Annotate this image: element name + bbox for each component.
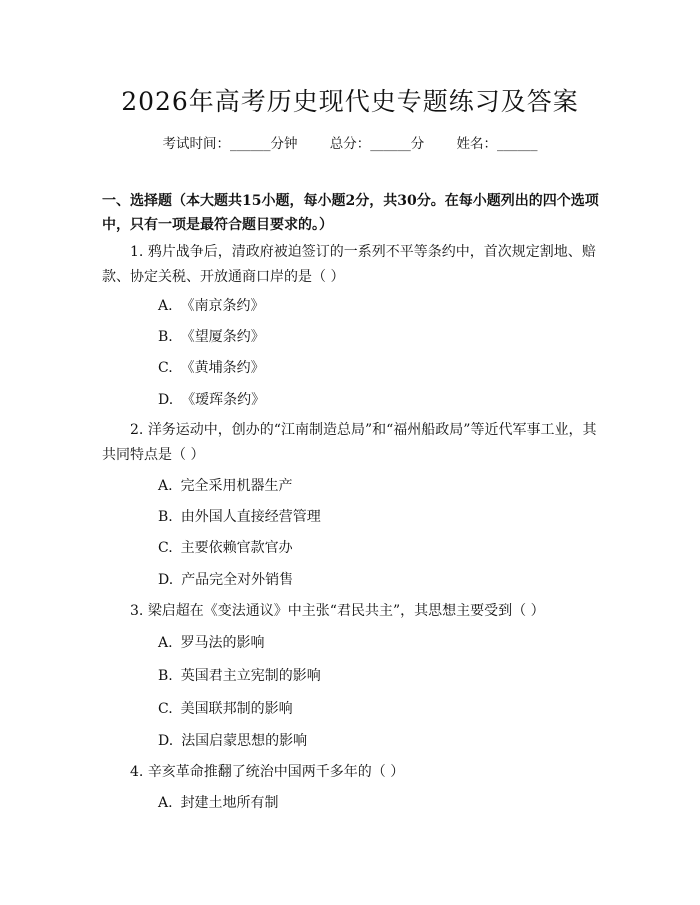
option-letter: B. <box>158 329 173 345</box>
option-letter: D. <box>158 733 174 749</box>
option-3c <box>158 699 293 719</box>
option-3b <box>158 666 321 686</box>
page-title: 2026年高考历史现代史专题练习及答案 <box>121 87 579 116</box>
question-number: 4. <box>130 764 144 780</box>
option-letter: A. <box>158 298 173 314</box>
question-number: 3. <box>130 603 144 619</box>
exam-score: 总分：______分 <box>329 136 425 152</box>
exam-time: 考试时间：______分钟 <box>162 136 298 152</box>
student-name: 姓名：______ <box>456 136 538 152</box>
option-letter: D. <box>158 392 174 408</box>
option-1d <box>158 390 265 410</box>
question-stem: 鸦片战争后，清政府被迫签订的一系列不平等条约中，首次规定割地、赔款、协定关税、开放通商口岸的是（ ） <box>102 244 596 285</box>
option-letter: C. <box>158 540 173 556</box>
question-stem: 洋务运动中，创办的“江南制造总局”和“福州船政局”等近代军事工业，其共同特点是（ ） <box>102 422 597 463</box>
option-text: 英国君主立宪制的影响 <box>180 668 321 684</box>
option-3a <box>158 633 265 653</box>
option-letter: A. <box>158 478 173 494</box>
question-stem: 梁启超在《变法通议》中主张“君民共主”，其思想主要受到（ ） <box>147 603 545 619</box>
option-text: 《望厦条约》 <box>180 329 265 345</box>
option-letter: A. <box>158 635 173 651</box>
option-text: 美国联邦制的影响 <box>180 701 293 717</box>
option-letter: B. <box>158 509 173 525</box>
option-letter: C. <box>158 360 173 376</box>
option-text: 封建土地所有制 <box>180 795 279 811</box>
exam-meta <box>0 132 700 152</box>
option-text: 罗马法的影响 <box>180 635 265 651</box>
option-2d <box>158 570 293 590</box>
question-number: 2. <box>130 422 144 438</box>
question-3 <box>102 599 602 624</box>
question-1 <box>102 240 602 290</box>
option-letter: A. <box>158 795 173 811</box>
option-1a <box>158 296 265 316</box>
option-2a <box>158 476 293 496</box>
option-text: 《瑷珲条约》 <box>181 392 266 408</box>
option-text: 法国启蒙思想的影响 <box>181 733 308 749</box>
option-1c <box>158 358 265 378</box>
question-stem: 辛亥革命推翻了统治中国两千多年的（ ） <box>147 764 405 780</box>
option-4a <box>158 793 279 813</box>
option-letter: D. <box>158 572 174 588</box>
question-4 <box>102 760 602 785</box>
section-heading: 一、选择题（本大题共15小题，每小题2分，共30分。在每小题列出的四个选项中，只有一项是最符合题目要求的。） <box>102 193 599 233</box>
option-text: 《南京条约》 <box>180 298 265 314</box>
option-text: 产品完全对外销售 <box>181 572 294 588</box>
option-text: 完全采用机器生产 <box>180 478 293 494</box>
option-text: 《黄埔条约》 <box>180 360 265 376</box>
option-1b <box>158 327 265 347</box>
question-number: 1. <box>130 244 144 260</box>
option-2c <box>158 538 293 558</box>
option-2b <box>158 507 321 527</box>
option-letter: C. <box>158 701 173 717</box>
option-letter: B. <box>158 668 173 684</box>
option-text: 由外国人直接经营管理 <box>180 509 321 525</box>
question-2 <box>102 418 602 468</box>
option-text: 主要依赖官款官办 <box>180 540 293 556</box>
option-3d <box>158 731 307 751</box>
